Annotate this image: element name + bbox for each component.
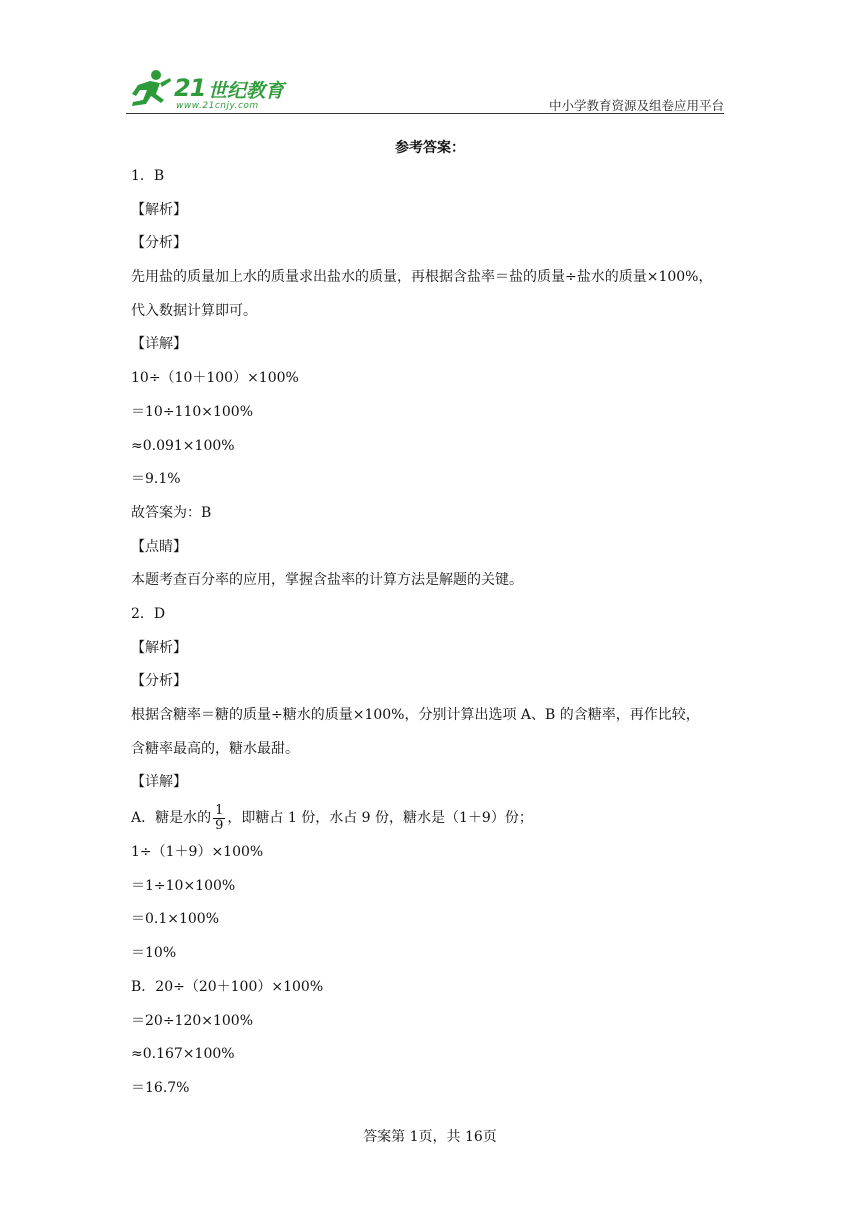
fraction-line-after: ，即糖占 1 份，水占 9 份，糖水是（1＋9）份； — [227, 810, 533, 827]
text-line: 2．D — [131, 605, 166, 622]
text-line: 先用盐的质量加上水的质量求出盐水的质量，再根据含盐率＝盐的质量÷盐水的质量×100%， — [131, 269, 713, 286]
text-line: 含糖率最高的，糖水最甜。 — [131, 740, 299, 757]
text-line: 【点睛】 — [131, 538, 187, 555]
text-line: ≈0.167×100% — [131, 1046, 235, 1063]
logo-url: www.21cnjy.com — [176, 101, 259, 111]
page-title: 参考答案： — [395, 140, 465, 156]
text-line: 故答案为：B — [131, 504, 212, 521]
text-line: 10÷（10＋100）×100% — [131, 370, 299, 387]
fraction-line-before: A．糖是水的 — [131, 810, 212, 827]
text-line: 1÷（1＋9）×100% — [131, 844, 264, 861]
answer-content — [131, 160, 731, 1106]
text-line: B．20÷（20＋100）×100% — [131, 978, 324, 995]
logo-number: 21 — [174, 74, 206, 102]
text-line: 1．B — [131, 168, 165, 184]
text-line: ＝10÷110×100% — [131, 403, 254, 420]
fraction-denominator: 9 — [215, 817, 224, 833]
text-line: ＝10% — [131, 945, 177, 962]
platform-name: 中小学教育资源及组卷应用平台 — [548, 98, 724, 113]
text-line: ＝20÷120×100% — [131, 1012, 254, 1029]
text-line: 代入数据计算即可。 — [131, 302, 257, 319]
text-line: 【解析】 — [131, 201, 187, 218]
page-header — [126, 60, 724, 116]
text-line: ＝1÷10×100% — [131, 877, 236, 894]
fraction — [213, 804, 225, 833]
fraction-numerator: 1 — [215, 802, 224, 818]
text-line: ＝16.7% — [131, 1079, 190, 1096]
text-line: 【分析】 — [131, 235, 187, 252]
text-line: 根据含糖率＝糖的质量÷糖水的质量×100%，分别计算出选项 A、B 的含糖率，再作比较， — [131, 707, 700, 723]
header-divider — [126, 113, 724, 114]
runner-icon — [126, 68, 174, 114]
text-line: 【详解】 — [131, 336, 187, 353]
text-line: ＝9.1% — [131, 471, 181, 488]
logo-name: 世纪教育 — [208, 80, 285, 102]
text-line: ＝0.1×100% — [131, 911, 220, 928]
fraction-line — [131, 800, 731, 836]
text-line: 本题考查百分率的应用，掌握含盐率的计算方法是解题的关键。 — [131, 572, 523, 589]
text-line: 【详解】 — [131, 774, 187, 791]
logo — [126, 68, 306, 114]
page-footer: 答案第 1页，共 16页 — [363, 1129, 497, 1145]
text-line: 【分析】 — [131, 673, 187, 690]
text-line: 【解析】 — [131, 639, 187, 656]
text-line: ≈0.091×100% — [131, 437, 235, 454]
